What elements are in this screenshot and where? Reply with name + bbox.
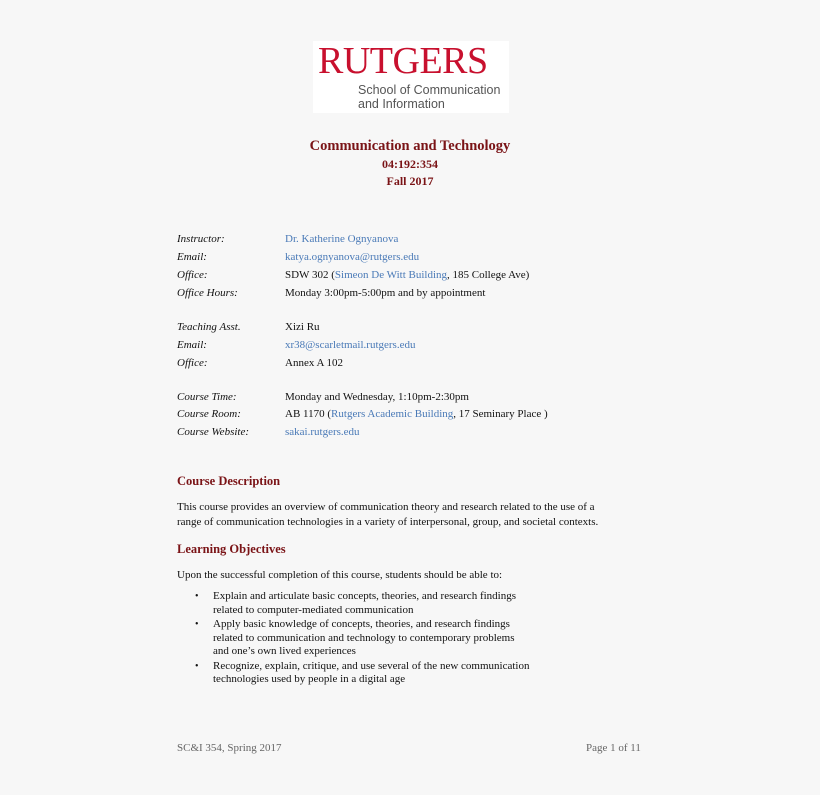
course-term: Fall 2017 — [386, 174, 434, 188]
rutgers-logo — [313, 41, 509, 113]
objective-line: Apply basic knowledge of concepts, theories, and research findings — [213, 618, 510, 630]
bullet-icon: • — [195, 591, 199, 602]
objective-line: Explain and articulate basic concepts, theories, and research findings — [213, 590, 516, 602]
office-prefix: SDW 302 ( — [285, 269, 335, 281]
objective-line: and one’s own lived experiences — [213, 645, 356, 657]
instructor-name-link[interactable]: Dr. Katherine Ognyanova — [285, 233, 399, 245]
logo-wordmark: RUTGERS — [318, 40, 488, 82]
list-item — [195, 660, 615, 687]
learning-objectives-heading: Learning Objectives — [177, 542, 286, 556]
course-room-value — [285, 406, 548, 422]
ta-email-label: Email: — [177, 339, 207, 351]
ta-label: Teaching Asst. — [177, 321, 241, 333]
instructor-label: Instructor: — [177, 233, 225, 245]
ta-email-link[interactable]: xr38@scarletmail.rutgers.edu — [285, 339, 416, 351]
email-label: Email: — [177, 251, 207, 263]
logo-subtitle-line1: School of Communication — [358, 83, 501, 97]
room-suffix: , 17 Seminary Place ) — [453, 408, 548, 420]
office-building-link[interactable]: Simeon De Witt Building — [334, 269, 448, 281]
course-website-label: Course Website: — [177, 426, 250, 438]
bullet-icon: • — [195, 619, 199, 630]
list-item — [195, 590, 615, 617]
course-code: 04:192:354 — [382, 157, 438, 171]
objective-line: related to communication and technology to contemporary problems — [213, 631, 515, 644]
instructor-office-value — [285, 267, 529, 283]
course-website-link[interactable]: sakai.rutgers.edu — [285, 426, 360, 438]
objective-line: related to computer-mediated communication — [213, 603, 414, 616]
objective-line: technologies used by people in a digital age — [213, 673, 406, 685]
course-description-heading: Course Description — [177, 474, 281, 488]
ta-name: Xizi Ru — [285, 321, 320, 333]
ta-office-label: Office: — [177, 357, 208, 369]
objective-line: Recognize, explain, critique, and use several of the new communication — [213, 659, 530, 672]
room-prefix: AB 1170 ( — [285, 408, 332, 420]
office-label: Office: — [177, 269, 208, 281]
room-building-link[interactable]: Rutgers Academic Building — [331, 408, 454, 420]
ta-office-value: Annex A 102 — [285, 357, 344, 369]
course-description-text — [177, 500, 657, 530]
course-room-label: Course Room: — [177, 408, 241, 420]
course-time-value: Monday and Wednesday, 1:10pm-2:30pm — [285, 391, 469, 403]
instructor-email-link[interactable]: katya.ognyanova@rutgers.edu — [285, 251, 420, 263]
bullet-icon: • — [195, 660, 199, 672]
course-time-label: Course Time: — [177, 391, 237, 403]
office-hours-value: Monday 3:00pm-5:00pm and by appointment — [285, 287, 486, 299]
footer-page-number: Page 1 of 11 — [586, 742, 641, 754]
description-line: range of communication technologies in a variety of interpersonal, group, and societal contexts. — [177, 516, 599, 528]
office-suffix: , 185 College Ave) — [447, 269, 530, 281]
list-item — [195, 618, 615, 659]
logo-subtitle-line2: and Information — [358, 97, 445, 111]
footer-course-label: SC&I 354, Spring 2017 — [177, 742, 282, 754]
office-hours-label: Office Hours: — [177, 287, 238, 299]
course-title: Communication and Technology — [309, 138, 511, 154]
objectives-list — [195, 590, 615, 688]
objectives-intro: Upon the successful completion of this course, students should be able to: — [177, 569, 503, 581]
description-line: This course provides an overview of communication theory and research related to the use of a — [177, 501, 595, 513]
